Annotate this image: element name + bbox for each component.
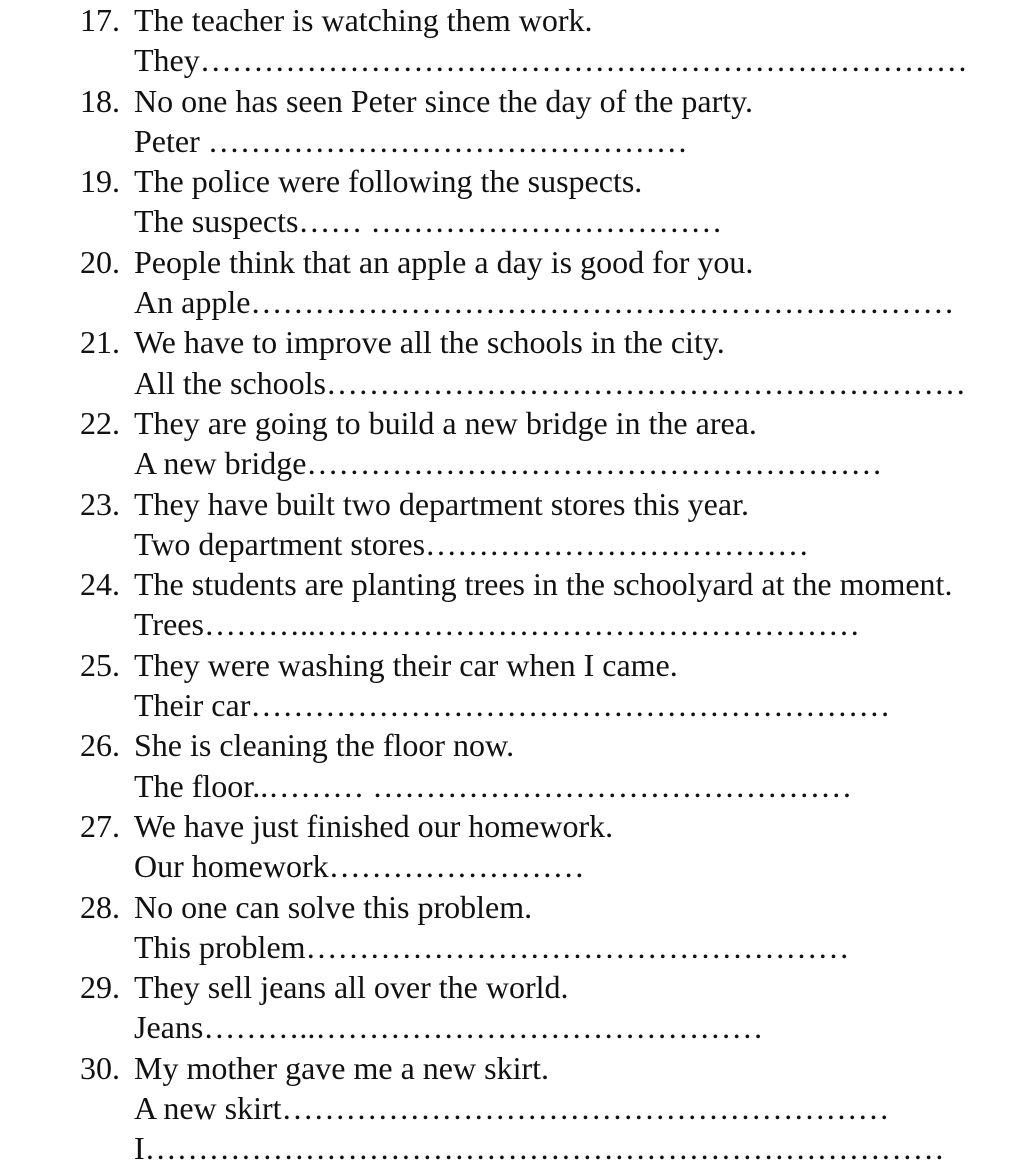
answer-blank: Their car……………………………………………………: [134, 687, 891, 724]
answer-blank: Jeans………..……………………………………: [134, 1009, 764, 1046]
answer-line: [0, 766, 1024, 806]
answer-line: [0, 524, 1024, 564]
answer-blank: The suspects…… ……………………………: [134, 203, 723, 240]
exercise-30: [0, 1048, 1024, 1167]
exercise-sentence: The teacher is watching them work.: [134, 2, 593, 38]
exercise-24: [0, 564, 1024, 645]
answer-line: [0, 363, 1024, 403]
exercise-19: [0, 161, 1024, 242]
exercise-number: 18.: [80, 82, 120, 119]
answer-line: [0, 1007, 1024, 1047]
answer-blank: A new bridge………………………………………………: [134, 445, 883, 482]
exercise-sentence: We have to improve all the schools in the city.: [134, 324, 725, 361]
exercise-number: 24.: [80, 566, 120, 603]
exercise-number: 30.: [80, 1049, 120, 1086]
prompt-line: [0, 725, 1024, 765]
prompt-line: [0, 484, 1024, 524]
exercise-number: 19.: [80, 163, 120, 200]
exercise-number: 26.: [80, 727, 120, 764]
answer-line: [0, 201, 1024, 241]
answer-blank: I…………………………………………………………………: [134, 1130, 945, 1167]
exercise-sentence: The students are planting trees in the schoolyard at the moment.: [134, 566, 953, 603]
exercise-27: [0, 806, 1024, 887]
answer-blank: They………………………………………………………………: [134, 42, 968, 79]
exercise-sentence: They were washing their car when I came.: [134, 646, 678, 683]
exercise-number: 28.: [80, 888, 120, 925]
exercise-20: [0, 242, 1024, 323]
exercise-number: 22.: [80, 404, 120, 441]
exercise-number: 20.: [80, 243, 120, 280]
exercise-26: [0, 725, 1024, 806]
prompt-line: [0, 1048, 1024, 1088]
exercise-18: [0, 81, 1024, 162]
exercise-22: [0, 403, 1024, 484]
exercise-number: 25.: [80, 646, 120, 683]
prompt-line: [0, 564, 1024, 604]
prompt-line: [0, 403, 1024, 443]
prompt-line: [0, 0, 1024, 40]
prompt-line: [0, 967, 1024, 1007]
exercise-sentence: No one can solve this problem.: [134, 888, 533, 925]
exercise-sentence: My mother gave me a new skirt.: [134, 1049, 549, 1086]
prompt-line: [0, 887, 1024, 927]
answer-line: [0, 282, 1024, 322]
answer-blank: A new skirt…………………………………………………: [134, 1090, 890, 1127]
answer-blank: Our homework……………………: [134, 848, 585, 885]
answer-blank: All the schools……………………………………………………: [134, 364, 966, 401]
exercise-sentence: We have just finished our homework.: [134, 807, 614, 844]
exercise-sentence: People think that an apple a day is good for you.: [134, 243, 754, 280]
answer-blank: This problem……………………………………………: [134, 928, 850, 965]
answer-blank: Peter ………………………………………: [134, 122, 688, 159]
exercise-sentence: No one has seen Peter since the day of the party.: [134, 82, 754, 119]
answer-blank: Trees………..……………………………………………: [134, 606, 860, 643]
answer-line: [0, 121, 1024, 161]
answer-line: [0, 927, 1024, 967]
answer-line: [0, 1088, 1024, 1128]
exercise-17: [0, 0, 1024, 81]
prompt-line: [0, 81, 1024, 121]
prompt-line: [0, 242, 1024, 282]
exercise-number: 23.: [80, 485, 120, 522]
exercise-25: [0, 645, 1024, 726]
prompt-line: [0, 645, 1024, 685]
exercise-28: [0, 887, 1024, 968]
exercise-number: 29.: [80, 969, 120, 1006]
prompt-line: [0, 161, 1024, 201]
prompt-line: [0, 806, 1024, 846]
answer-line: [0, 604, 1024, 644]
prompt-line: [0, 322, 1024, 362]
exercise-sentence: She is cleaning the floor now.: [134, 727, 515, 764]
exercise-sentence: They sell jeans all over the world.: [134, 969, 569, 1006]
exercise-number: 21.: [80, 324, 120, 361]
answer-line: [0, 443, 1024, 483]
exercise-29: [0, 967, 1024, 1048]
exercise-sentence: They are going to build a new bridge in the area.: [134, 404, 757, 441]
exercise-23: [0, 484, 1024, 565]
answer-line: [0, 40, 1024, 80]
exercise-number: 17.: [80, 2, 120, 38]
answer-blank: The floor..……… ………………………………………: [134, 767, 853, 804]
exercise-21: [0, 322, 1024, 403]
exercise-sentence: The police were following the suspects.: [134, 163, 643, 200]
exercise-number: 27.: [80, 807, 120, 844]
answer-line: [0, 846, 1024, 886]
answer-line: [0, 685, 1024, 725]
answer-blank: Two department stores………………………………: [134, 525, 810, 562]
answer-blank: An apple…………………………………………………………: [134, 284, 955, 321]
answer-line: [0, 1128, 1024, 1168]
exercise-sentence: They have built two department stores this year.: [134, 485, 749, 522]
